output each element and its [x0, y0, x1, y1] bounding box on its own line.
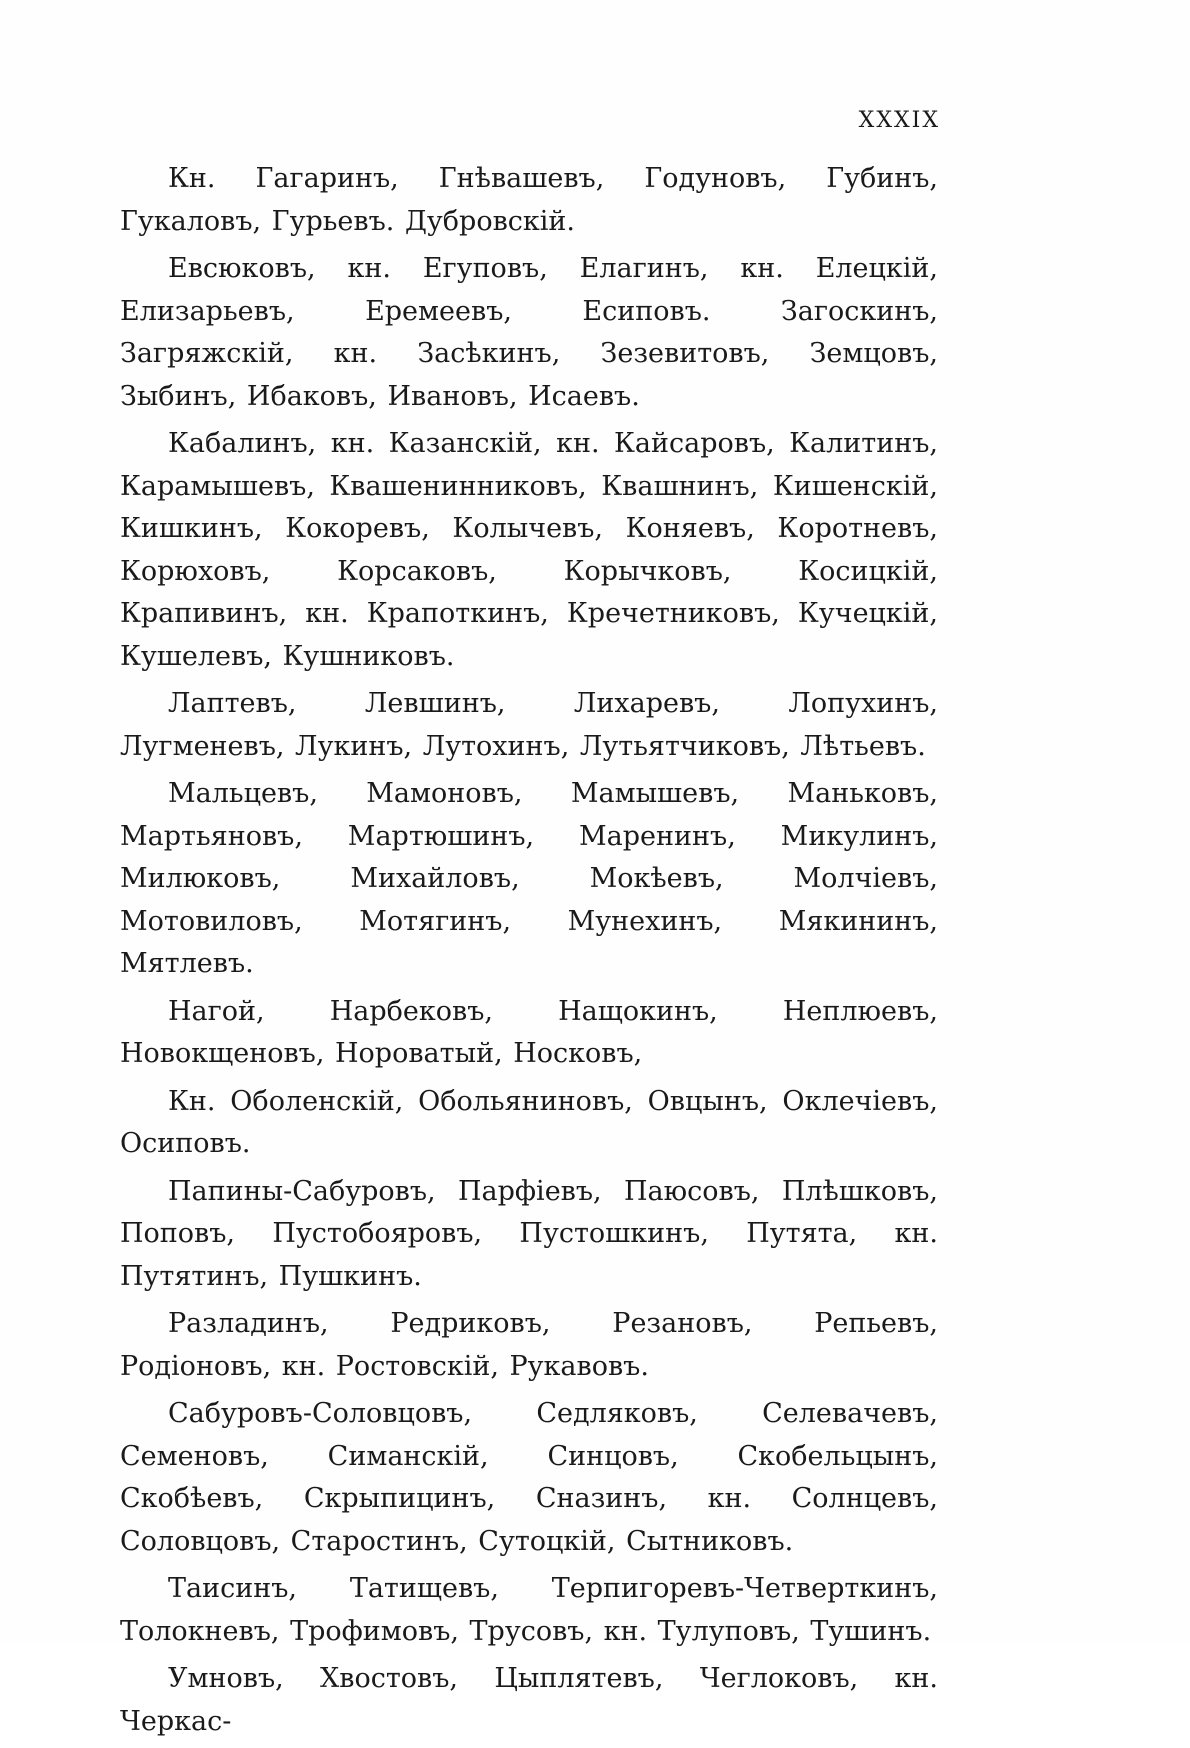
page-body	[120, 158, 938, 1748]
paragraph-t: Таисинъ, Татищевъ, Терпигоревъ-Четверткинъ, Толокневъ, Трофимовъ, Трусовъ, кн. Тулуповъ, Тушинъ.	[120, 1573, 938, 1647]
paragraph-u-ch: Умновъ, Хвостовъ, Цыплятевъ, Чеглоковъ, кн. Черкас-	[120, 1663, 938, 1737]
paragraph-g-d: Кн. Гагаринъ, Гнѣвашевъ, Годуновъ, Губинъ, Гукаловъ, Гурьевъ. Дубровскій.	[120, 163, 938, 237]
paragraph-p: Папины-Сабуровъ, Парфіевъ, Паюсовъ, Плѣшковъ, Поповъ, Пустобояровъ, Пустошкинъ, Путята, кн. Путятинъ, Пушкинъ.	[120, 1175, 938, 1292]
paragraph-e-z-i: Евсюковъ, кн. Егуповъ, Елагинъ, кн. Елецкій, Елизарьевъ, Еремеевъ, Есиповъ. Загоскинъ, Загряжскій, кн. Засѣкинъ, Зезевитовъ, Земцовъ, Зыбинъ, Ибаковъ, Ивановъ, Исаевъ.	[120, 253, 938, 412]
page-number: XXXIX	[858, 108, 940, 133]
paragraph-s: Сабуровъ-Соловцовъ, Седляковъ, Селевачевъ, Семеновъ, Симанскій, Синцовъ, Скобельцынъ, Скобѣевъ, Скрыпицинъ, Сназинъ, кн. Солнцевъ, Соловцовъ, Старостинъ, Сутоцкій, Сытниковъ.	[120, 1398, 938, 1557]
paragraph-l: Лаптевъ, Левшинъ, Лихаревъ, Лопухинъ, Лугменевъ, Лукинъ, Лутохинъ, Лутьятчиковъ, Лѣтьевъ.	[120, 688, 938, 762]
paragraph-m: Мальцевъ, Мамоновъ, Мамышевъ, Маньковъ, Мартьяновъ, Мартюшинъ, Маренинъ, Микулинъ, Милюковъ, Михайловъ, Мокѣевъ, Молчіевъ, Мотовиловъ, Мотягинъ, Мунехинъ, Мякининъ, Мятлевъ.	[120, 778, 938, 979]
paragraph-n: Нагой, Нарбековъ, Нащокинъ, Неплюевъ, Новокщеновъ, Нороватый, Носковъ,	[120, 995, 938, 1069]
paragraph-o: Кн. Оболенскій, Обольяниновъ, Овцынъ, Оклечіевъ, Осиповъ.	[120, 1085, 938, 1159]
paragraph-r: Разладинъ, Редриковъ, Резановъ, Репьевъ, Родіоновъ, кн. Ростовскій, Рукавовъ.	[120, 1308, 938, 1382]
paragraph-k: Кабалинъ, кн. Казанскій, кн. Кайсаровъ, Калитинъ, Карамышевъ, Квашенинниковъ, Квашнинъ, Кишенскій, Кишкинъ, Кокоревъ, Колычевъ, Коняевъ, Коротневъ, Корюховъ, Корсаковъ, Корычковъ, Косицкій, Крапивинъ, кн. Крапоткинъ, Кречетниковъ, Кучецкій, Кушелевъ, Кушниковъ.	[120, 428, 938, 672]
